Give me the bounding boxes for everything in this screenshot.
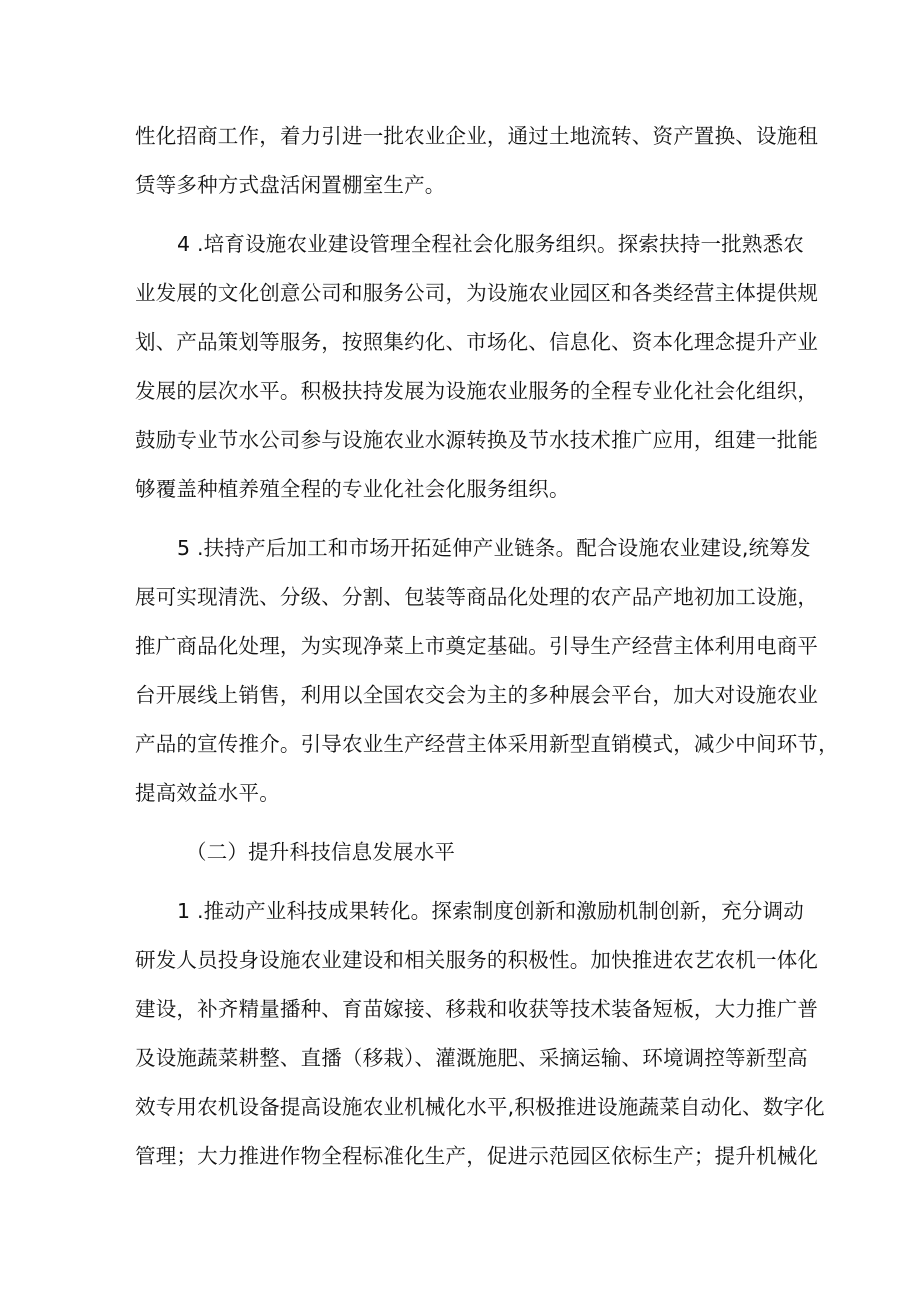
text-line-20: 效专用农机设备提高设施农业机械化水平,积极推进设施蔬菜自动化、数字化 [135,1095,825,1119]
text-line-8: 够覆盖种植养殖全程的专业化社会化服务组织。 [135,477,570,501]
text-line-4: 业发展的文化创意公司和服务公司，为设施农业园区和各类经营主体提供规 [135,281,819,305]
text-line-7: 鼓励专业节水公司参与设施农业水源转换及节水技术推广应用，组建一批能 [135,428,819,452]
text-line-10: 展可实现清洗、分级、分割、包装等商品化处理的农产品产地初加工设施， [135,585,819,609]
text-line-6: 发展的层次水平。积极扶持发展为设施农业服务的全程专业化社会化组织， [135,379,819,403]
text-line-12: 台开展线上销售，利用以全国农交会为主的多种展会平台，加大对设施农业 [135,683,819,707]
text-line-13: 产品的宣传推介。引导农业生产经营主体采用新型直销模式，减少中间环节， [135,732,839,756]
section-heading: （二）提升科技信息发展水平 [186,840,456,864]
text-line-9: 5 .扶持产后加工和市场开拓延伸产业链条。配合设施农业建设,统筹发 [177,536,811,560]
text-line-21: 管理；大力推进作物全程标准化生产，促进示范园区依标生产；提升机械化 [135,1144,819,1168]
text-line-19: 及设施蔬菜耕整、直播（移栽）、灌溉施肥、采摘运输、环境调控等新型高 [135,1046,808,1070]
text-line-17: 研发人员投身设施农业建设和相关服务的积极性。加快推进农艺农机一体化 [135,948,819,972]
text-line-14: 提高效益水平。 [135,781,280,805]
text-line-3: 4 .培育设施农业建设管理全程社会化服务组织。探索扶持一批熟悉农 [177,232,804,256]
text-line-1: 性化招商工作，着力引进一批农业企业，通过土地流转、资产置换、设施租 [135,124,819,148]
text-line-16: 1 .推动产业科技成果转化。探索制度创新和激励机制创新，充分调动 [177,899,804,923]
text-line-2: 赁等多种方式盘活闲置棚室生产。 [135,173,446,197]
text-line-5: 划、产品策划等服务，按照集约化、市场化、信息化、资本化理念提升产业 [135,330,819,354]
text-line-11: 推广商品化处理，为实现净菜上市奠定基础。引导生产经营主体利用电商平 [135,634,819,658]
text-line-18: 建设，补齐精量播种、育苗嫁接、移栽和收获等技术装备短板，大力推广普 [135,997,819,1021]
